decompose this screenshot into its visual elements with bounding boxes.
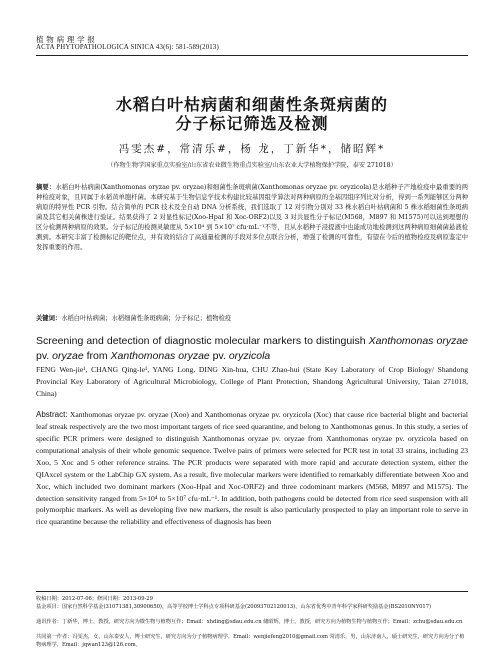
- title-en-genus: Xanthomonas oryzae: [368, 335, 468, 347]
- title-en-part: pv.: [209, 349, 229, 362]
- title-en-pathovar: oryzicola: [228, 349, 271, 362]
- keywords-cn-text: 水稻白叶枯病菌；水稻细菌性条斑病菌；分子标记；植物检疫: [61, 315, 232, 322]
- title-en-part: Screening and detection of diagnostic molecular markers to distinguish: [36, 335, 369, 347]
- title-cn-line2: 分子标记筛选及检测: [175, 114, 329, 133]
- header-rule: [36, 55, 468, 56]
- footnote-first-authors: 共同第一作者：冯雯杰，女，山东泰安人，博士研究生，研究方向为分子植物病理学，Email：wenjiefeng2010@gmail.com 常清乐，男，山东济南人，硕士研究生，研究方向为分子植物病理学，Email：jqwan123@126.com。: [36, 634, 465, 648]
- keywords-cn-label: 关键词：: [36, 315, 62, 322]
- title-en-part: from: [83, 349, 111, 362]
- authors-en: FENG Wen-jie¹, CHANG Qing-le¹, YANG Long, DING Xin-hua, CHU Zhao-hui (State Key Laboratory of Crop Biology/ Shandong Provincial Key Laboratory of Agricultural Microbiology, College of Plant Protection, Shandong Agricultural University, Taian 271018, China): [36, 365, 468, 398]
- abstract-en-text: Xanthomonas oryzae pv. oryzae (Xoo) and Xanthomonas oryzae pv. oryzicola (Xoc) that cause rice bacterial blight and bacterial leaf streak respectively are the two most important targets of rice seed quarantine, and belong to Xanthomonas genus. In this study, a series of specific PCR primers were designed to distinguish Xanthomonas oryzae pv. oryzae from Xanthomonas oryzae pv. oryzicola based on computational analysis of their whole genomic sequence. Twelve pairs of primers were selected for PCR test in total 33 strains, including 23 Xoo, 5 Xoc and 5 other reference strains. The PCR products were separated with more rapid and accurate detection system, either the QIAxcel system or the LabChip GX system. As a result, five molecular markers were identified to remarkably differentiate between Xoo and Xoc, which included two dominant markers (Xoo-HpaI and Xoc-ORF2) and three codominant markers (M568, M897 and M1575). The detection sensitivity ranged from 5×10⁴ to 5×10⁷ cfu·mL⁻¹. In addition, both pathogens could be detected from rice seed suspension with all polymorphic markers. As well as developing five new markers, the result is also particularly prospected to play an important role to serve in rice quarantine because the reliability and effectiveness of diagnosis has been: [36, 410, 468, 527]
- title-en-pathovar: oryzae: [52, 349, 84, 362]
- abstract-cn-text: 水稻白叶枯病菌(Xanthomonas oryzae pv. oryzae)和细菌性条斑病菌(Xanthomonas oryzae pv. oryzicola)是水稻种子产地检疫中最重要的两种检疫对象，且同属于水稻黄单胞杆菌。本研究基于生物信息学技术构建比较基因组学算法对两种病原的全基因组序列比对分析，得到一系列能够区分两种病原的特异性 PCR 引物。结合简单的 PCR 技术及全自动 DNA 分析系统，我们选取了 12 对引物分别对 33 株水稻白叶枯病菌和 5 株水稻细菌性条斑病菌及其它相关菌株进行验证。结果获得了 2 对显性标记(Xoo-HpaI 和 Xoc-ORF2)以及 3 对共显性分子标记(M568，M897 和 M1575)可以达到理想的区分检测两种病原的效果。分子标记的检测灵敏度从 5×10⁴ 到 5×10⁷ cfu·mL⁻¹不等，且从水稻种子浸提液中也能成功地检测到这两种病原细菌菌悬液检测到。本研究丰富了检测标记的靶位点，并有效的结合了高通量检测的手段对多位点联合分析，增强了检测的可靠性，有望在今后的植物检疫及病原鉴定中发挥重要的作用。: [36, 184, 469, 251]
- footnote-rule: [36, 591, 468, 592]
- abstract-en: [36, 409, 468, 528]
- abstract-en-label: Abstract:: [36, 410, 68, 419]
- title-en-genus: Xanthomonas oryzae: [110, 349, 210, 362]
- journal-name-cn: 植 物 病 理 学 报: [36, 35, 96, 44]
- authors-cn: 冯雯杰#，常清乐#，杨 龙，丁新华*，储昭辉*: [118, 143, 386, 155]
- footnote-corresponding: 通讯作者：丁新华，博士，教授，研究方向为微生物与植物互作；Email：xhding@sdau.edu.cn 储昭辉，博士，教授，研究方向为植物生物与植物互作；Email：zchu@sdau.edu.cn: [36, 619, 463, 625]
- abstract-cn: [36, 183, 468, 253]
- title-en: [36, 334, 468, 364]
- footnote-fund: 基金项目：国家自然科学基金(31071381,30900650)，高等学校博士学科点专项科研基金(20093702120013)，山东省优秀中青年科学家科研奖励基金(BS2010NY017): [36, 604, 432, 610]
- affiliation-cn: （作物生物学国家重点实验室/山东省农业微生物重点实验室/山东农业大学植物保护学院，泰安 271018）: [107, 162, 397, 169]
- journal-citation-en: ACTA PHYTOPATHOLOGICA SINICA 43(6): 581-589(2013): [36, 44, 219, 51]
- keywords-cn: [36, 313, 468, 322]
- abstract-cn-label: 摘要：: [36, 184, 56, 191]
- footnote-received: 收稿日期：2012-07-06；修回日期：2013-09-29: [36, 596, 153, 602]
- title-cn-line1: 水稻白叶枯病菌和细菌性条斑病菌的: [115, 95, 388, 114]
- title-en-part: pv.: [36, 349, 53, 362]
